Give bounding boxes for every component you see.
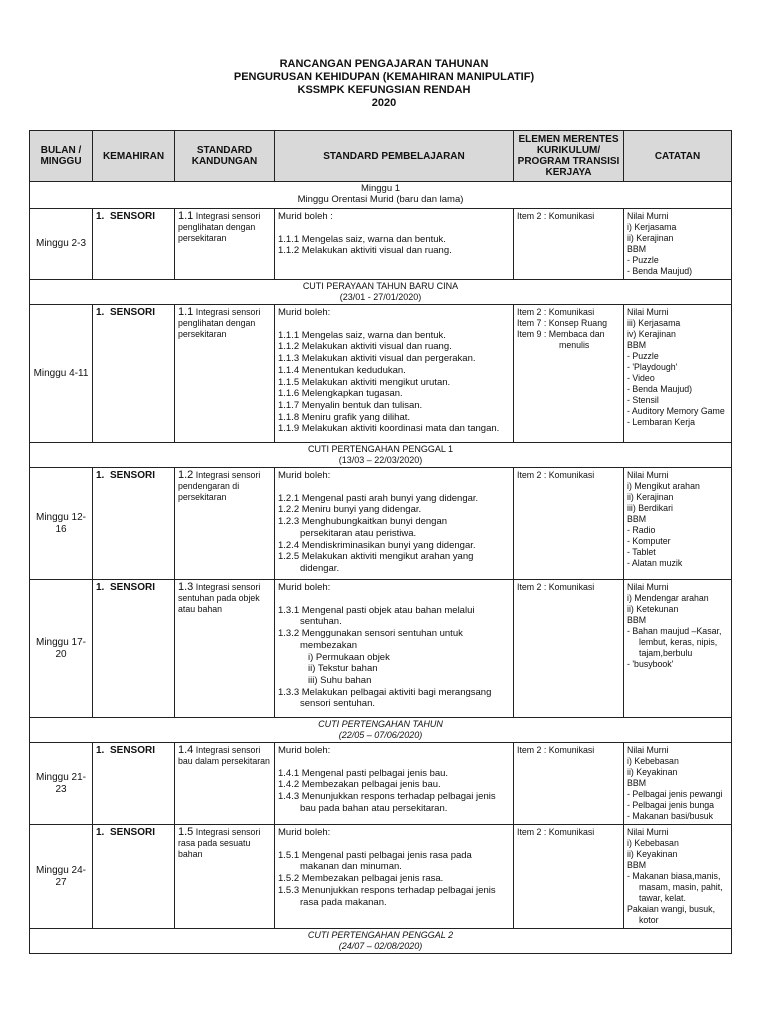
- note-item: BBM: [627, 615, 647, 625]
- spacer: [278, 594, 510, 605]
- learning-standard-item: makanan dan minuman.: [300, 861, 402, 873]
- week-cell: Minggu 17-20: [30, 580, 93, 718]
- week-cell: Minggu 24-27: [30, 825, 93, 929]
- table-row: [30, 305, 732, 443]
- table-row: [30, 825, 732, 929]
- note-item: iii) Berdikari: [627, 503, 673, 513]
- note-item: - Alatan muzik: [627, 558, 683, 568]
- content-standard-cell: [175, 305, 275, 443]
- note-item: - Makanan biasa,manis,: [627, 871, 721, 881]
- note-item: Nilai Murni: [627, 582, 669, 592]
- cross-curricular-item: Item 2 : Komunikasi: [517, 582, 595, 592]
- cross-curricular-cell: [514, 209, 624, 280]
- col-header-notes: CATATAN: [624, 131, 732, 182]
- note-item: ii) Keyakinan: [627, 767, 678, 777]
- learning-standard-cell: [275, 209, 514, 280]
- table-row: [30, 580, 732, 718]
- holiday-title: CUTI PERTENGAHAN PENGGAL 2: [307, 930, 454, 940]
- col-header-cross-curricular: ELEMEN MERENTES KURIKULUM/ PROGRAM TRANSISI KERJAYA: [514, 131, 624, 182]
- learning-standard-item: 1.1.4 Menentukan kedudukan.: [278, 364, 406, 376]
- table-row: [30, 468, 732, 580]
- spacer: [278, 223, 510, 234]
- content-standard-number: 1.3: [178, 581, 194, 593]
- learning-standard-item: membezakan: [300, 639, 358, 651]
- note-item: - Video: [627, 373, 655, 383]
- note-item: ii) Ketekunan: [627, 604, 679, 614]
- content-standard-cell: [175, 743, 275, 825]
- content-standard-text: Integrasi sensori penglihatan dengan persekitaran: [178, 211, 261, 243]
- learning-standard-item: didengar.: [300, 562, 340, 574]
- learning-standard-item: sensori sentuhan.: [300, 698, 375, 710]
- note-item: - Auditory Memory Game: [627, 406, 725, 416]
- note-item: Nilai Murni: [627, 827, 669, 837]
- holiday-dates: (22/05 – 07/06/2020): [338, 730, 423, 740]
- note-item: i) Kerjasama: [627, 222, 677, 232]
- note-item: kotor: [639, 915, 659, 925]
- holiday-cell: [30, 443, 732, 468]
- note-item: i) Mendengar arahan: [627, 593, 709, 603]
- orientation-title: Minggu 1: [360, 183, 401, 194]
- skill-cell: [93, 468, 175, 580]
- note-item: - Stensil: [627, 395, 659, 405]
- note-item: tajam,berbulu: [639, 648, 693, 658]
- skill-name: SENSORI: [110, 211, 156, 222]
- week-cell: Minggu 4-11: [30, 305, 93, 443]
- note-item: ii) Keyakinan: [627, 849, 678, 859]
- note-item: - Bahan maujud –Kasar,: [627, 626, 722, 636]
- skill-number: 1.: [96, 470, 105, 481]
- skill-number: 1.: [96, 827, 105, 838]
- learning-standard-item: bau pada bahan atau persekitaran.: [300, 802, 448, 814]
- note-item: BBM: [627, 340, 647, 350]
- learning-standard-item: 1.4.1 Mengenal pasti pelbagai jenis bau.: [278, 767, 449, 779]
- cross-curricular-cell: [514, 825, 624, 929]
- content-standard-number: 1.5: [178, 826, 194, 838]
- holiday-row: [30, 718, 732, 743]
- skill-cell: [93, 825, 175, 929]
- skill-cell: [93, 305, 175, 443]
- note-item: - 'Playdough': [627, 362, 678, 372]
- note-item: masam, masin, pahit,: [639, 882, 723, 892]
- header-title: RANCANGAN PENGAJARAN TAHUNAN: [279, 58, 489, 70]
- header-year: 2020: [371, 97, 397, 109]
- learning-standard-cell: [275, 825, 514, 929]
- note-item: - Lembaran Kerja: [627, 417, 695, 427]
- learning-intro: Murid boleh:: [278, 307, 331, 318]
- skill-number: 1.: [96, 211, 105, 222]
- learning-standard-cell: [275, 580, 514, 718]
- learning-standard-item: sentuhan.: [300, 616, 342, 628]
- cross-curricular-item: Item 2 : Komunikasi: [517, 827, 595, 837]
- learning-standard-item: i) Permukaan objek: [308, 651, 390, 663]
- content-standard-text: Integrasi sensori sentuhan pada objek atau bahan: [178, 582, 261, 614]
- holiday-dates: (23/01 - 27/01/2020): [339, 292, 422, 302]
- cross-curricular-item: Item 2 : Komunikasi: [517, 211, 595, 221]
- learning-standard-item: 1.1.1 Mengelas saiz, warna dan bentuk.: [278, 329, 446, 341]
- content-standard-cell: [175, 825, 275, 929]
- learning-standard-item: 1.2.3 Menghubungkaitkan bunyi dengan: [278, 516, 448, 528]
- notes-cell: [624, 305, 732, 443]
- learning-standard-item: 1.1.7 Menyalin bentuk dan tulisan.: [278, 399, 423, 411]
- week-cell: Minggu 21-23: [30, 743, 93, 825]
- learning-standard-item: 1.3.1 Mengenal pasti objek atau bahan melalui: [278, 604, 475, 616]
- learning-standard-item: 1.4.3 Menunjukkan respons terhadap pelbagai jenis: [278, 791, 496, 803]
- learning-intro: Murid boleh:: [278, 827, 331, 838]
- spacer: [278, 757, 510, 768]
- note-item: BBM: [627, 778, 647, 788]
- col-header-week: BULAN / MINGGU: [30, 131, 93, 182]
- learning-intro: Murid boleh:: [278, 745, 331, 756]
- note-item: - Radio: [627, 525, 656, 535]
- col-header-content-standard: STANDARD KANDUNGAN: [175, 131, 275, 182]
- cross-curricular-item: Item 2 : Komunikasi: [517, 745, 595, 755]
- holiday-dates: (13/03 – 22/03/2020): [338, 455, 423, 465]
- content-standard-text: Integrasi sensori bau dalam persekitaran: [178, 745, 270, 766]
- holiday-cell: [30, 929, 732, 954]
- learning-standard-cell: [275, 743, 514, 825]
- note-item: i) Kebebasan: [627, 756, 679, 766]
- cross-curricular-item: Item 7 : Konsep Ruang: [517, 318, 607, 328]
- cross-curricular-cell: [514, 743, 624, 825]
- notes-cell: [624, 468, 732, 580]
- holiday-cell: [30, 280, 732, 305]
- learning-standard-item: 1.2.2 Meniru bunyi yang didengar.: [278, 504, 422, 516]
- learning-standard-item: 1.1.6 Melengkapkan tugasan.: [278, 388, 403, 400]
- content-standard-text: Integrasi sensori pendengaran di persekitaran: [178, 470, 261, 502]
- col-header-skill: KEMAHIRAN: [93, 131, 175, 182]
- skill-number: 1.: [96, 745, 105, 756]
- note-item: - Puzzle: [627, 255, 659, 265]
- content-standard-number: 1.1: [178, 306, 194, 318]
- skill-name: SENSORI: [110, 827, 156, 838]
- learning-standard-item: 1.5.1 Mengenal pasti pelbagai jenis rasa pada: [278, 849, 472, 861]
- col-header-learning-standard: STANDARD PEMBELAJARAN: [275, 131, 514, 182]
- content-standard-text: Integrasi sensori rasa pada sesuatu bahan: [178, 827, 261, 859]
- note-item: Nilai Murni: [627, 211, 669, 221]
- content-standard-number: 1.2: [178, 469, 194, 481]
- learning-standard-item: 1.1.1 Mengelas saiz, warna dan bentuk.: [278, 233, 446, 245]
- notes-cell: [624, 743, 732, 825]
- learning-standard-item: iii) Suhu bahan: [308, 674, 372, 686]
- learning-standard-item: 1.3.2 Menggunakan sensori sentuhan untuk: [278, 628, 463, 640]
- skill-number: 1.: [96, 582, 105, 593]
- learning-standard-item: 1.1.3 Melakukan aktiviti visual dan pergerakan.: [278, 353, 476, 365]
- learning-standard-item: 1.1.2 Melakukan aktiviti visual dan ruang.: [278, 245, 452, 257]
- learning-standard-item: 1.1.8 Meniru grafik yang dilihat.: [278, 411, 411, 423]
- note-item: - Pelbagai jenis bunga: [627, 800, 715, 810]
- note-item: BBM: [627, 244, 647, 254]
- header-curriculum: KSSMPK KEFUNGSIAN RENDAH: [297, 84, 471, 96]
- note-item: - Benda Maujud): [627, 266, 693, 276]
- content-standard-cell: [175, 209, 275, 280]
- learning-standard-cell: [275, 305, 514, 443]
- content-standard-text: Integrasi sensori penglihatan dengan persekitaran: [178, 307, 261, 339]
- skill-name: SENSORI: [110, 582, 156, 593]
- skill-name: SENSORI: [110, 470, 156, 481]
- note-item: Nilai Murni: [627, 307, 669, 317]
- learning-standard-item: 1.3.3 Melakukan pelbagai aktiviti bagi merangsang: [278, 686, 492, 698]
- learning-standard-item: 1.1.5 Melakukan aktiviti mengikut urutan.: [278, 376, 451, 388]
- note-item: iv) Kerajinan: [627, 329, 676, 339]
- cross-curricular-item: Item 2 : Komunikasi: [517, 307, 595, 317]
- note-item: - Puzzle: [627, 351, 659, 361]
- note-item: BBM: [627, 860, 647, 870]
- holiday-row: [30, 443, 732, 468]
- note-item: Nilai Murni: [627, 470, 669, 480]
- learning-standard-item: 1.4.2 Membezakan pelbagai jenis bau.: [278, 779, 441, 791]
- note-item: iii) Kerjasama: [627, 318, 681, 328]
- note-item: i) Kebebasan: [627, 838, 679, 848]
- table-row: [30, 743, 732, 825]
- table-row: [30, 209, 732, 280]
- cross-curricular-item: Item 9 : Membaca dan: [517, 329, 605, 339]
- learning-standard-item: 1.5.2 Membezakan pelbagai jenis rasa.: [278, 873, 444, 885]
- note-item: - Komputer: [627, 536, 671, 546]
- skill-cell: [93, 580, 175, 718]
- cross-curricular-item: Item 2 : Komunikasi: [517, 470, 595, 480]
- holiday-row: [30, 280, 732, 305]
- content-standard-cell: [175, 580, 275, 718]
- holiday-title: CUTI PERTENGAHAN PENGGAL 1: [307, 444, 454, 454]
- learning-standard-item: persekitaran atau peristiwa.: [300, 527, 417, 539]
- note-item: ii) Kerajinan: [627, 492, 674, 502]
- week-cell: Minggu 12-16: [30, 468, 93, 580]
- skill-name: SENSORI: [110, 745, 156, 756]
- learning-standard-item: 1.1.2 Melakukan aktiviti visual dan ruang.: [278, 341, 452, 353]
- skill-number: 1.: [96, 307, 105, 318]
- note-item: Pakaian wangi, busuk,: [627, 904, 716, 914]
- note-item: - Pelbagai jenis pewangi: [627, 789, 723, 799]
- learning-standard-item: 1.2.5 Melakukan aktiviti mengikut arahan yang: [278, 551, 474, 563]
- note-item: - 'busybook': [627, 659, 674, 669]
- spacer: [278, 319, 510, 330]
- skill-name: SENSORI: [110, 307, 156, 318]
- skill-cell: [93, 209, 175, 280]
- learning-intro: Murid boleh:: [278, 470, 331, 481]
- notes-cell: [624, 209, 732, 280]
- learning-standard-item: 1.5.3 Menunjukkan respons terhadap pelbagai jenis: [278, 884, 496, 896]
- content-standard-number: 1.1: [178, 210, 194, 222]
- note-item: i) Mengikut arahan: [627, 481, 700, 491]
- learning-standard-item: 1.2.4 Mendiskriminasikan bunyi yang didengar.: [278, 539, 476, 551]
- learning-standard-item: ii) Tekstur bahan: [308, 663, 378, 675]
- header-subject: PENGURUSAN KEHIDUPAN (KEMAHIRAN MANIPULATIF): [233, 71, 535, 83]
- note-item: - Makanan basi/busuk: [627, 811, 714, 821]
- note-item: lembut, keras, nipis,: [639, 637, 718, 647]
- cross-curricular-cell: [514, 305, 624, 443]
- spacer: [278, 482, 510, 493]
- note-item: - Tablet: [627, 547, 656, 557]
- holiday-dates: (24/07 – 02/08/2020): [338, 941, 423, 951]
- holiday-title: CUTI PERTENGAHAN TAHUN: [318, 719, 443, 729]
- note-item: - Benda Maujud): [627, 384, 693, 394]
- annual-plan-table: [29, 130, 732, 954]
- holiday-cell: [30, 718, 732, 743]
- learning-intro: Murid boleh :: [278, 211, 333, 222]
- learning-intro: Murid boleh:: [278, 582, 331, 593]
- cross-curricular-cell: [514, 468, 624, 580]
- orientation-subtitle: Minggu Orentasi Murid (baru dan lama): [297, 194, 464, 205]
- week-cell: Minggu 2-3: [30, 209, 93, 280]
- skill-cell: [93, 743, 175, 825]
- table-header-row: [30, 131, 732, 182]
- cross-curricular-item: menulis: [559, 340, 590, 350]
- content-standard-cell: [175, 468, 275, 580]
- note-item: ii) Kerajinan: [627, 233, 674, 243]
- document-header: [0, 58, 768, 110]
- cross-curricular-cell: [514, 580, 624, 718]
- spacer: [278, 839, 510, 850]
- note-item: Nilai Murni: [627, 745, 669, 755]
- notes-cell: [624, 825, 732, 929]
- learning-standard-cell: [275, 468, 514, 580]
- learning-standard-item: 1.1.9 Melakukan aktiviti koordinasi mata dan tangan.: [278, 423, 500, 435]
- holiday-row: [30, 929, 732, 954]
- holiday-title: CUTI PERAYAAN TAHUN BARU CINA: [302, 281, 459, 291]
- note-item: BBM: [627, 514, 647, 524]
- notes-cell: [624, 580, 732, 718]
- note-item: tawar, kelat.: [639, 893, 686, 903]
- content-standard-number: 1.4: [178, 744, 194, 756]
- learning-standard-item: rasa pada makanan.: [300, 896, 387, 908]
- learning-standard-item: 1.2.1 Mengenal pasti arah bunyi yang didengar.: [278, 492, 479, 504]
- orientation-row: [30, 182, 732, 209]
